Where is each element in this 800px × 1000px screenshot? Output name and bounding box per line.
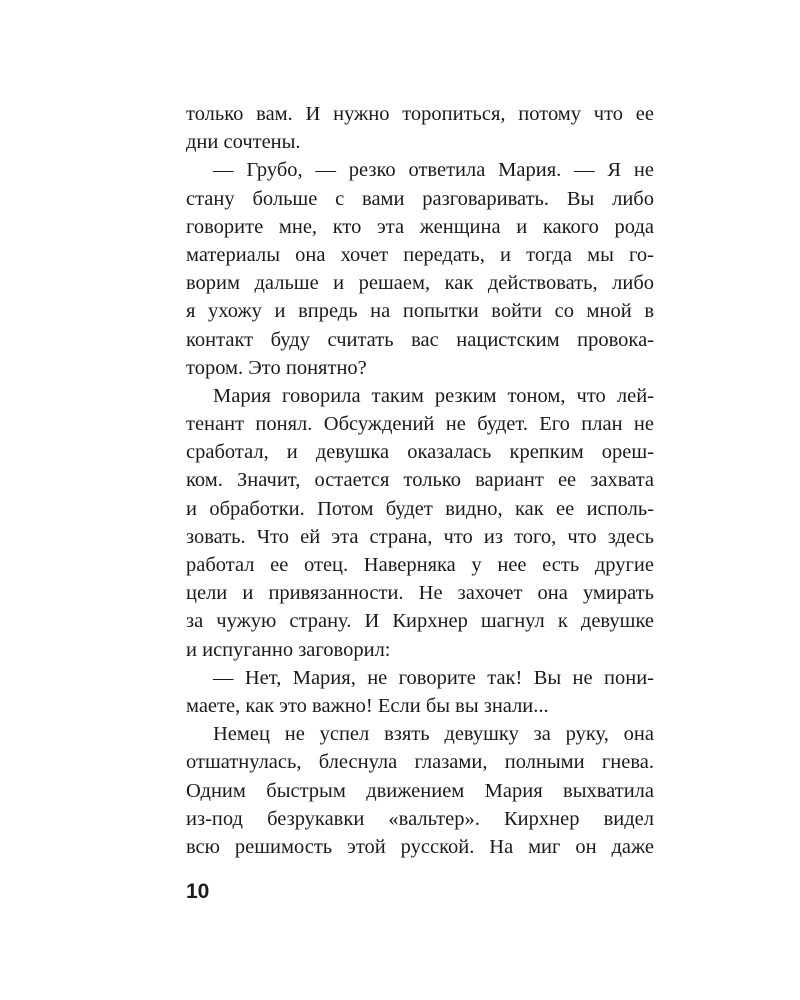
text-line: дни сочтены. (186, 131, 301, 154)
text-line: отшатнулась, блеснула глазами, полными гнева. (186, 751, 654, 774)
page-number: 10 (186, 880, 210, 903)
text-line: Мария говорила таким резким тоном, что лей- (213, 384, 654, 407)
text-line: тенант понял. Обсуждений не будет. Его план не (186, 413, 654, 436)
text-line: — Грубо, — резко ответила Мария. — Я не (213, 159, 654, 182)
text-line: тором. Это понятно? (186, 356, 367, 379)
text-line: я ухожу и впредь на попытки войти со мной в (186, 300, 654, 323)
text-line: и испуганно заговорил: (186, 638, 391, 661)
text-line: за чужую страну. И Кирхнер шагнул к девушке (186, 610, 654, 633)
text-line: сработал, и девушка оказалась крепким ореш- (186, 441, 654, 464)
text-line: и обработки. Потом будет видно, как ее исполь- (186, 497, 654, 520)
text-line: стану больше с вами разговаривать. Вы либо (186, 187, 654, 210)
text-line: цели и привязанности. Не захочет она умирать (186, 582, 654, 605)
text-line: говорите мне, кто эта женщина и какого рода (186, 215, 654, 238)
text-line: работал ее отец. Наверняка у нее есть другие (186, 554, 654, 576)
text-line: всю решимость этой русской. На миг он даже (186, 835, 654, 858)
text-line: — Нет, Мария, не говорите так! Вы не пони- (213, 666, 654, 689)
text-line: контакт буду считать вас нацистским провока- (186, 328, 654, 351)
body-text (186, 100, 654, 861)
text-line: зовать. Что ей эта страна, что из того, что здесь (186, 525, 654, 548)
text-line: из-под безрукавки «вальтер». Кирхнер видел (186, 807, 654, 830)
text-line: ком. Значит, остается только вариант ее захвата (186, 469, 654, 492)
text-line: материалы она хочет передать, и тогда мы го- (186, 243, 654, 266)
text-line: только вам. И нужно торопиться, потому что ее (186, 103, 654, 125)
text-line: Одним быстрым движением Мария выхватила (186, 779, 654, 802)
text-line: Немец не успел взять девушку за руку, она (213, 723, 654, 746)
text-line: маете, как это важно! Если бы вы знали... (186, 694, 549, 717)
text-line: ворим дальше и решаем, как действовать, либо (186, 272, 654, 295)
